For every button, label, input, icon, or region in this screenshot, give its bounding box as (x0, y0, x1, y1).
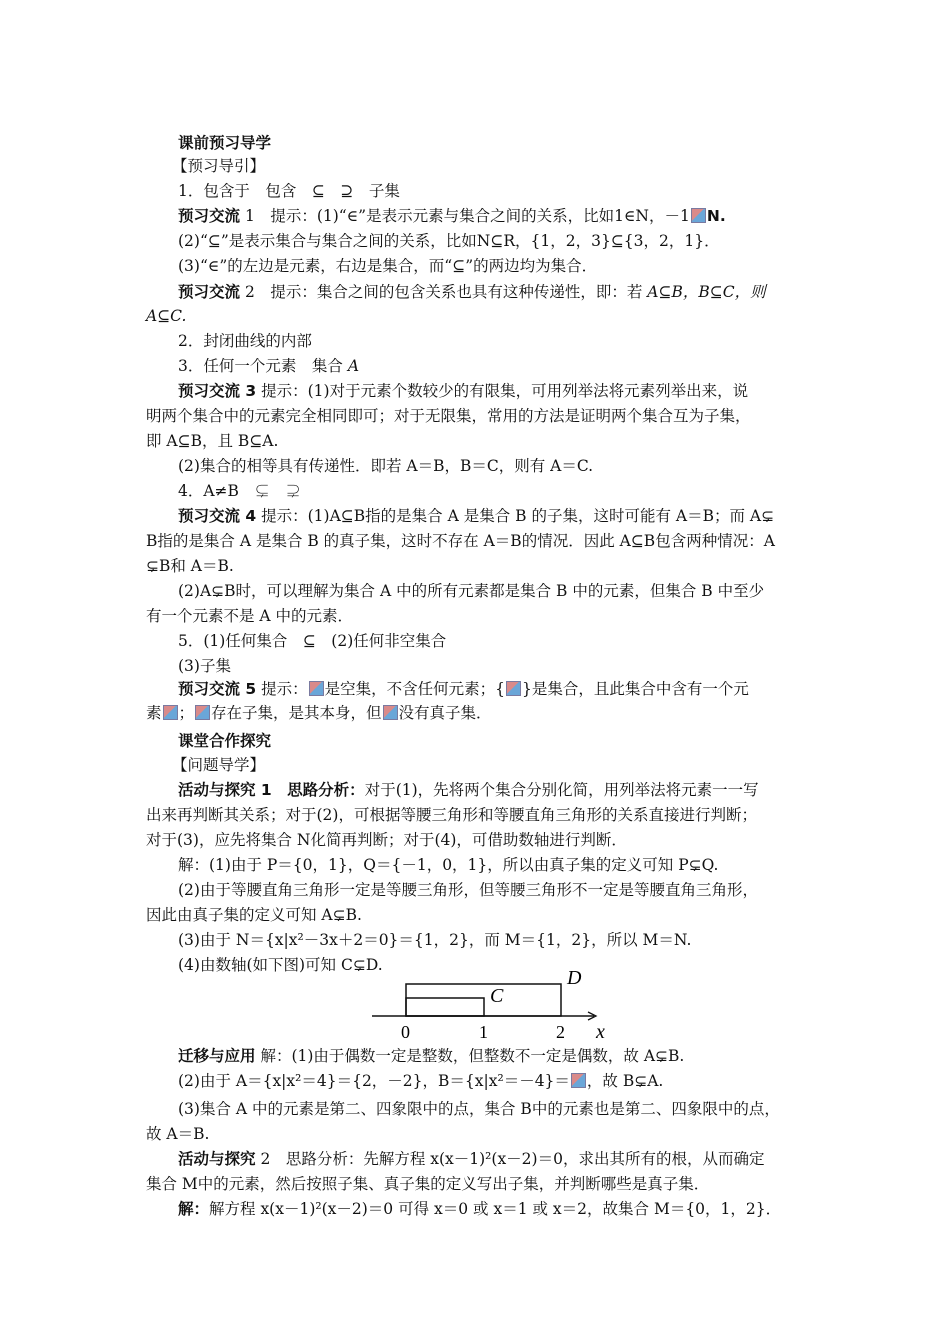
paragraph-26: 解：(1)由于 P＝{0，1}，Q＝{－1，0，1}，所以由真子集的定义可知 P⊊Q. (178, 856, 719, 874)
paragraph-4: (3)“∈”的左边是元素，右边是集合，而“⊆”的两边均为集合． (178, 257, 598, 275)
text: }是集合，且此集合中含有一个元 (522, 680, 749, 698)
text: 2 思路分析：先解方程 x(x－1)²(x－2)＝0，求出其所有的根，从而确定 (260, 1150, 765, 1168)
emptyset-image (195, 705, 210, 720)
subheading-questions: 【问题导学】 (172, 756, 266, 774)
label-exchange-3: 预习交流 3 (178, 382, 257, 400)
tick-label-1: 1 (479, 1022, 488, 1042)
paragraph-36: 集合 M中的元素，然后按照子集、真子集的定义写出子集，并判断哪些是真子集． (146, 1175, 710, 1193)
interval-c (406, 998, 484, 1016)
paragraph-9 (178, 380, 748, 402)
text: 存在子集，是其本身，但 (211, 704, 382, 722)
paragraph-1: 1．包含于 包含 ⊆ ⊇ 子集 (178, 182, 400, 200)
paragraph-8 (178, 355, 359, 377)
text: A⊆B，B⊆C，则 (647, 283, 766, 301)
paragraph-19: 5．(1)任何集合 ⊆ (2)任何非空集合 (178, 632, 447, 650)
text: 2 提示：集合之间的包含关系也具有这种传递性，即：若 (244, 283, 643, 301)
text: 解方程 x(x－1)²(x－2)＝0 可得 x＝0 或 x＝1 或 x＝2，故集合 M＝{0，1，2}． (209, 1200, 782, 1218)
label-transfer: 迁移与应用 (178, 1047, 256, 1065)
label-activity-2: 活动与探究 (178, 1150, 256, 1168)
text: 解：(1)由于偶数一定是整数，但整数不一定是偶数，故 A⊊B. (260, 1047, 685, 1065)
text: ，故 B⊊A. (586, 1072, 664, 1090)
paragraph-20: (3)子集 (178, 657, 231, 675)
label-exchange-5: 预习交流 5 (178, 680, 257, 698)
emptyset-image (571, 1073, 586, 1088)
label-activity-1: 活动与探究 1 思路分析： (178, 781, 365, 799)
emptyset-image (383, 705, 398, 720)
paragraph-24: 出来再判断其关系；对于(2)，可根据等腰三角形和等腰直角三角形的关系直接进行判断； (146, 806, 757, 824)
paragraph-27: (2)由于等腰直角三角形一定是等腰三角形，但等腰三角形不一定是等腰直角三角形， (178, 881, 758, 899)
paragraph-37 (178, 1198, 781, 1220)
text: 对于(1)，先将两个集合分别化简，用列举法将元素一一写 (364, 781, 759, 799)
axis-label-x: x (596, 1021, 605, 1043)
paragraph-12: (2)集合的相等具有传递性．即若 A＝B，B＝C，则有 A＝C. (178, 457, 594, 475)
label-d: D (567, 967, 582, 989)
paragraph-14 (178, 505, 774, 527)
paragraph-10: 明两个集合中的元素完全相同即可；对于无限集，常用的方法是证明两个集合互为子集， (146, 407, 751, 425)
paragraph-28: 因此由真子集的定义可知 A⊊B. (146, 906, 362, 924)
text-n: N. (706, 207, 726, 225)
paragraph-16: ⊊B和 A＝B. (146, 557, 234, 575)
text: (2)由于 A＝{x|x²＝4}＝{2，－2}，B＝{x|x²＝－4}＝ (178, 1072, 570, 1090)
paragraph-3: (2)“⊆”是表示集合与集合之间的关系，比如N⊆R，{1，2，3}⊆{3，2，1}． (178, 232, 720, 250)
paragraph-29: (3)由于 N＝{x|x²－3x＋2＝0}＝{1，2}，而 M＝{1，2}，所以 M＝N. (178, 931, 692, 949)
paragraph-2 (178, 205, 726, 227)
emptyset-image (163, 705, 178, 720)
text: 提示： (261, 680, 308, 698)
label-exchange-1: 预习交流 (178, 207, 241, 225)
text: ； (178, 704, 195, 722)
label-exchange-4: 预习交流 4 (178, 507, 257, 525)
paragraph-11: 即 A⊆B，且 B⊆A. (146, 432, 279, 450)
text: A (347, 357, 360, 375)
paragraph-35 (178, 1148, 764, 1170)
paragraph-15: B指的是集合 A 是集合 B 的真子集，这时不存在 A＝B的情况．因此 A⊆B包含两种情况：A (146, 532, 775, 550)
paragraph-23 (178, 779, 759, 801)
emptyset-image (309, 681, 324, 696)
text: 素 (146, 704, 162, 722)
text: 提示：(1)对于元素个数较少的有限集，可用列举法将元素列举出来，说 (261, 382, 749, 400)
paragraph-21 (178, 678, 749, 700)
paragraph-30: (4)由数轴(如下图)可知 C⊊D. (178, 956, 383, 974)
paragraph-31 (178, 1045, 684, 1067)
paragraph-6: A⊆C. (146, 307, 187, 325)
paragraph-13: 4．A≠B ⊊ ⊋ (178, 482, 301, 500)
paragraph-5 (178, 281, 766, 303)
paragraph-33: (3)集合 A 中的元素是第二、四象限中的点，集合 B中的元素也是第二、四象限中的点， (178, 1100, 780, 1118)
emptyset-image (506, 681, 521, 696)
paragraph-7: 2．封闭曲线的内部 (178, 332, 312, 350)
subheading-guide: 【预习导引】 (172, 157, 266, 175)
label-solution: 解： (178, 1200, 210, 1218)
label-c: C (490, 985, 504, 1007)
label-exchange-2: 预习交流 (178, 283, 241, 301)
text: 1 提示：(1)“∈”是表示元素与集合之间的关系，比如1∈N，－1 (244, 207, 690, 225)
text: 没有真子集． (398, 704, 492, 722)
paragraph-32 (178, 1070, 663, 1092)
paragraph-25: 对于(3)，应先将集合 N化简再判断；对于(4)，可借助数轴进行判断． (146, 831, 627, 849)
section-heading-class: 课堂合作探究 (178, 732, 272, 750)
paragraph-34: 故 A＝B. (146, 1125, 210, 1143)
paragraph-18: 有一个元素不是 A 中的元素． (146, 607, 354, 625)
section-heading-preview: 课前预习导学 (178, 134, 272, 152)
paragraph-17: (2)A⊊B时，可以理解为集合 A 中的所有元素都是集合 B 中的元素，但集合 B 中至少 (178, 582, 765, 600)
tick-label-2: 2 (556, 1022, 565, 1042)
text: 是空集，不含任何元素；{ (324, 680, 506, 698)
text: 提示：(1)A⊆B指的是集合 A 是集合 B 的子集，这时可能有 A＝B；而 A⊊ (261, 507, 775, 525)
paragraph-22 (146, 702, 492, 724)
notin-symbol-image (691, 208, 706, 223)
tick-label-0: 0 (401, 1022, 410, 1042)
number-line-figure (370, 966, 630, 1044)
text: 3．任何一个元素 集合 (178, 357, 343, 375)
